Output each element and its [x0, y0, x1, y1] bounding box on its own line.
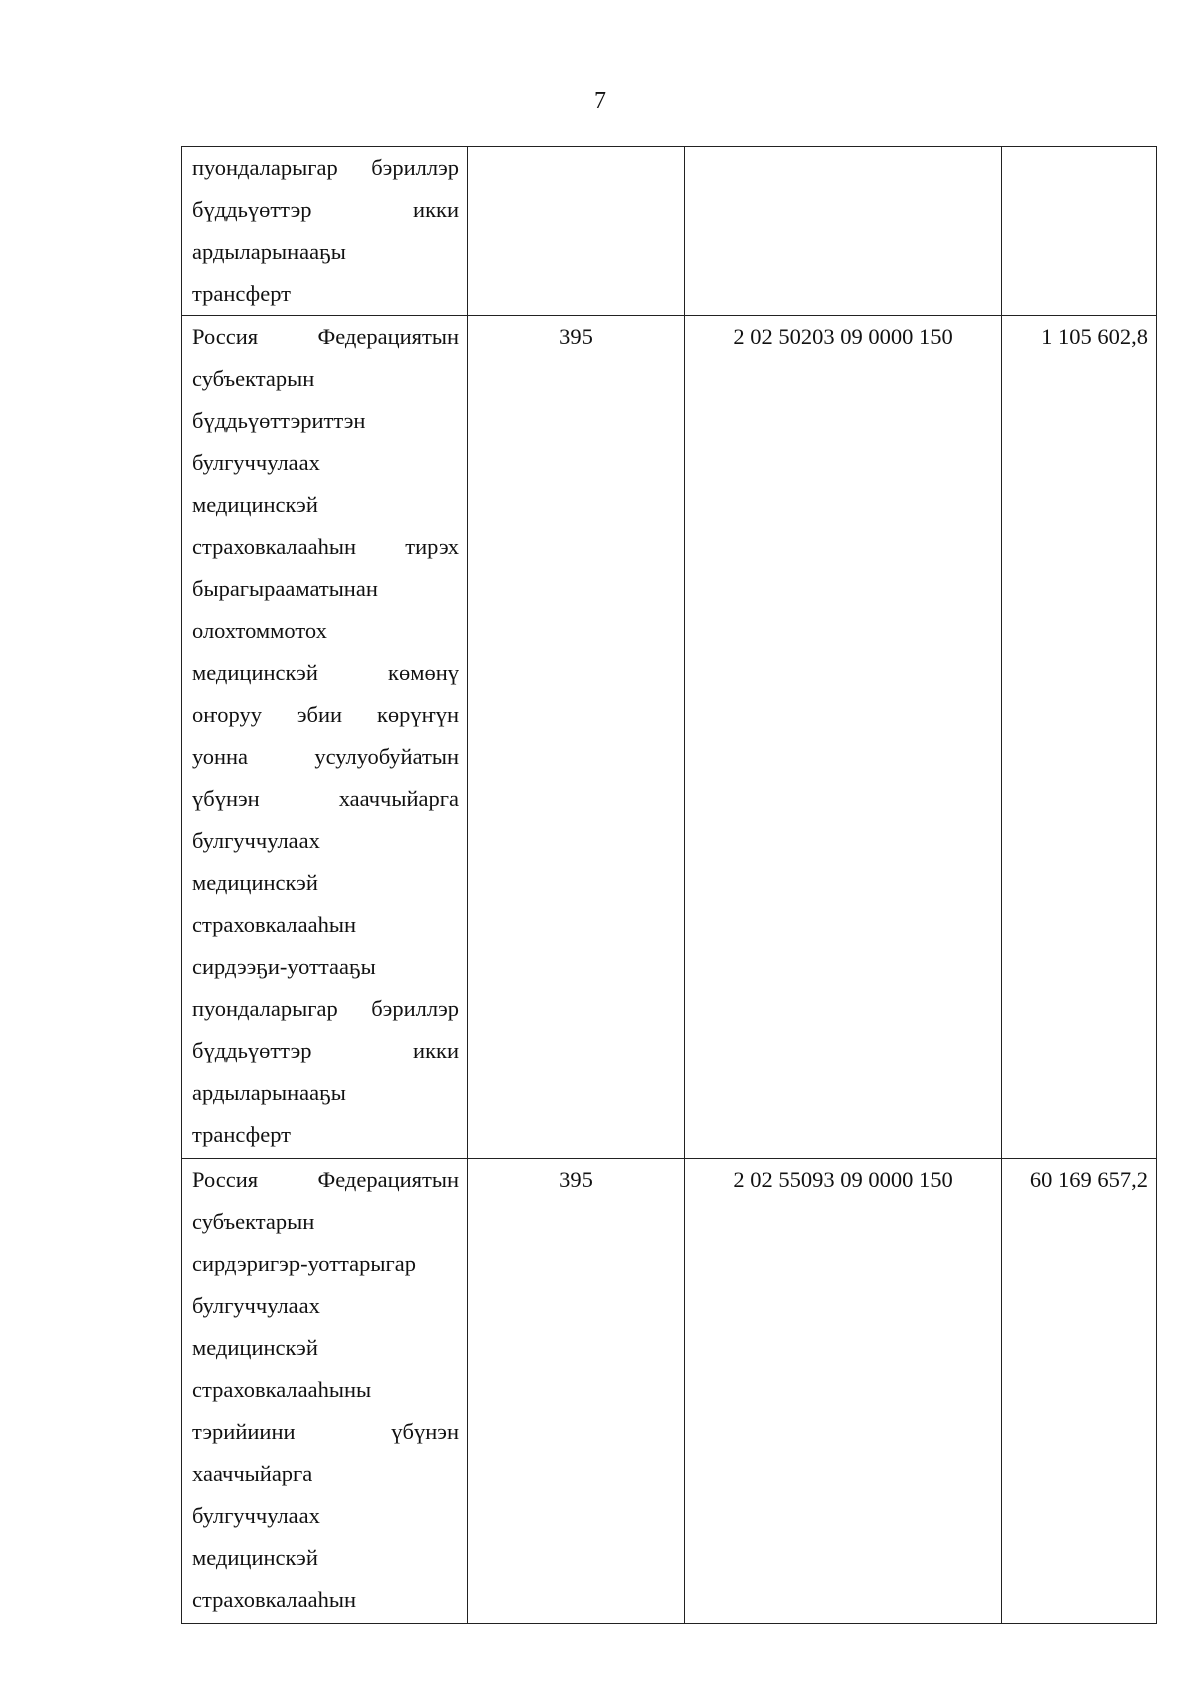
revenue-name-line: тэрийиини үбүнэн [192, 1419, 459, 1444]
page-number: 7 [594, 88, 606, 114]
revenue-name-cell [182, 147, 468, 316]
table-row [182, 147, 1157, 316]
revenue-name-line: субъектарын [192, 1209, 315, 1234]
budget-table [181, 146, 1157, 1624]
budget-classification-code-cell [685, 1159, 1002, 1624]
revenue-name-line: медицинскэй [192, 870, 318, 895]
revenue-name-line: оҥоруу эбии көрүҥүн [192, 702, 459, 727]
revenue-name-line: булгуччулаах [192, 450, 320, 475]
revenue-name-line: медицинскэй [192, 492, 318, 517]
amount: 60 169 657,2 [1029, 1167, 1148, 1192]
revenue-name-line: бырагырааматынан [192, 576, 378, 601]
revenue-name-line: уонна усулуобуйатын [192, 744, 459, 769]
revenue-name-cell [182, 316, 468, 1159]
admin-code-cell [468, 316, 685, 1159]
revenue-name-line: ардыларынааҕы [192, 239, 346, 264]
revenue-name-line: трансферт [192, 1122, 291, 1147]
revenue-name-line: бүддьүөттэр икки [192, 197, 459, 222]
revenue-name-line: олохтоммотох [192, 618, 327, 643]
admin-code: 395 [559, 324, 593, 349]
revenue-name-line: булгуччулаах [192, 828, 320, 853]
budget-classification-code: 2 02 50203 09 0000 150 [733, 324, 953, 349]
admin-code: 395 [559, 1167, 593, 1192]
admin-code-cell [468, 147, 685, 316]
revenue-name-line: ардыларынааҕы [192, 1080, 346, 1105]
amount: 1 105 602,8 [1041, 324, 1148, 349]
amount-cell [1002, 316, 1157, 1159]
revenue-name-line: бүддьүөттэр икки [192, 1038, 459, 1063]
table-row [182, 1159, 1157, 1624]
revenue-name-cell [182, 1159, 468, 1624]
revenue-name-line: сирдээҕи-уоттааҕы [192, 954, 376, 979]
amount-cell [1002, 147, 1157, 316]
revenue-name-line: страховкалааһын [192, 912, 356, 937]
revenue-name-line: субъектарын [192, 366, 315, 391]
revenue-name-line: страховкалааһын [192, 1587, 356, 1612]
revenue-name-line: медицинскэй [192, 1545, 318, 1570]
revenue-name-line: булгуччулаах [192, 1293, 320, 1318]
budget-classification-code-cell [685, 147, 1002, 316]
revenue-name-line: булгуччулаах [192, 1503, 320, 1528]
revenue-name-line: пуондаларыгар бэриллэр [192, 996, 459, 1021]
table-row [182, 316, 1157, 1159]
revenue-name-line: страховкалааһыны [192, 1377, 372, 1402]
revenue-name-line: пуондаларыгар бэриллэр [192, 155, 459, 180]
budget-classification-code-cell [685, 316, 1002, 1159]
revenue-name-line: медицинскэй [192, 1335, 318, 1360]
revenue-name-line: страховкалааһын тирэх [192, 534, 459, 559]
revenue-name-line: Россия Федерациятын [192, 324, 459, 349]
budget-classification-code: 2 02 55093 09 0000 150 [733, 1167, 953, 1192]
revenue-name-line: трансферт [192, 281, 291, 306]
admin-code-cell [468, 1159, 685, 1624]
revenue-name-line: Россия Федерациятын [192, 1167, 459, 1192]
revenue-name-line: хааччыйарга [192, 1461, 313, 1486]
revenue-name-line: сирдэригэр-уоттарыгар [192, 1251, 416, 1276]
revenue-name-line: медицинскэй көмөнү [192, 660, 459, 685]
revenue-name-line: үбүнэн хааччыйарга [192, 786, 459, 811]
amount-cell [1002, 1159, 1157, 1624]
revenue-name-line: бүддьүөттэриттэн [192, 408, 366, 433]
